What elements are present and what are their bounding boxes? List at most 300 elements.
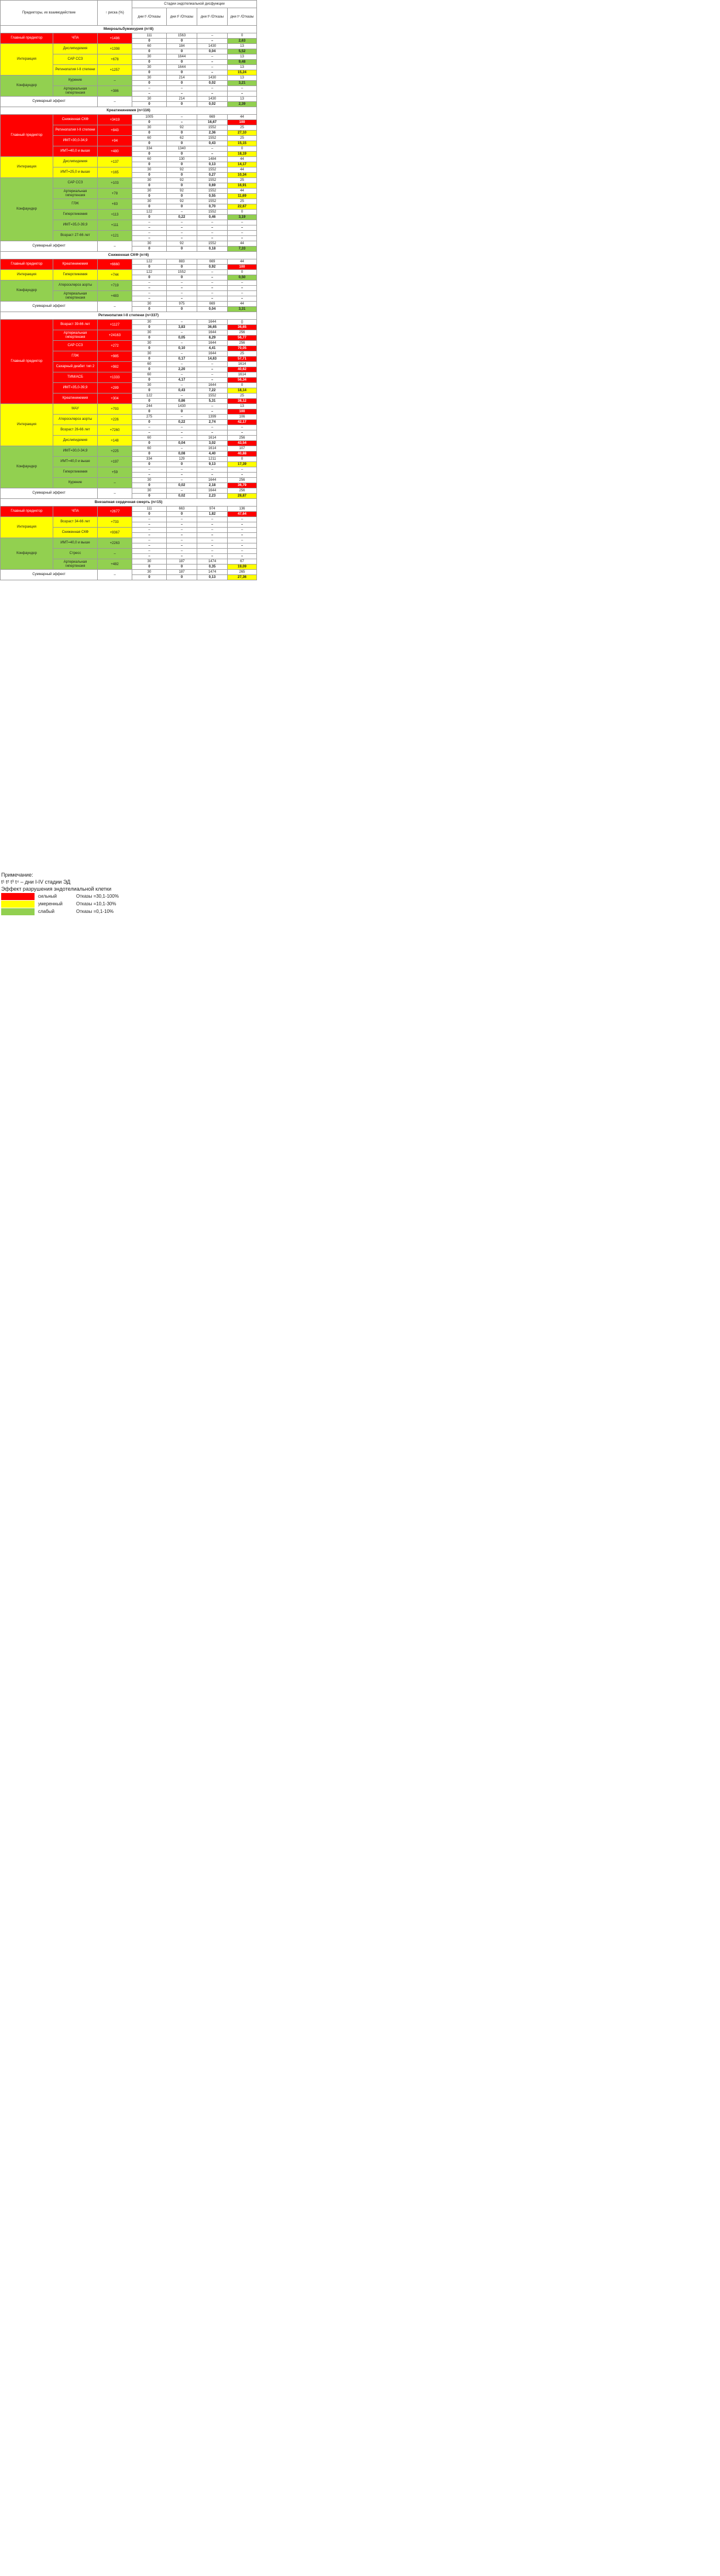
stage-failure-cell: 0 <box>167 81 197 86</box>
predictor-name: Возраст 27-66 лет <box>53 231 98 241</box>
stage-failure-cell: 3,83 <box>167 325 197 330</box>
failure-percent-cell: 3,19 <box>228 215 257 220</box>
risk-value: +1398 <box>98 44 132 54</box>
header-stages-title: Стадии эндотелиальной дисфункции <box>132 1 256 8</box>
stage-days-cell: 256 <box>228 488 257 494</box>
predictor-name: САР ССЗ <box>53 178 98 189</box>
predictor-name: Курение <box>53 478 98 488</box>
predictor-name: Сниженная СКФ <box>53 528 98 538</box>
group-name: Главный предиктор <box>1 507 53 517</box>
stage-failure-cell: – <box>197 275 228 280</box>
stage-days-cell: – <box>167 351 197 357</box>
stage-days-cell: 30 <box>132 54 167 60</box>
predictor-name: ТИМ/АСБ <box>53 372 98 383</box>
stage-days-cell: 92 <box>167 189 197 194</box>
stage-days-cell: – <box>167 436 197 441</box>
stage-failure-cell: 0,55 <box>197 194 228 199</box>
stage-failure-cell: 0 <box>132 575 167 580</box>
stage-failure-cell: 0 <box>132 60 167 65</box>
stage-days-cell: 30 <box>132 125 167 131</box>
stage-days-cell: 44 <box>228 167 257 173</box>
stage-days-cell: 0 <box>228 383 257 388</box>
stage-failure-cell: – <box>132 286 167 291</box>
summary-effect-label: Суммарный эффект <box>1 488 98 499</box>
notes-title: Примечание: <box>1 872 33 878</box>
stage-days-cell: 30 <box>132 97 167 102</box>
table-row <box>1 115 257 120</box>
stage-days-cell: 1211 <box>197 457 228 462</box>
stage-days-cell: 13 <box>228 65 257 70</box>
table-row <box>1 488 257 494</box>
stage-failure-cell: 0 <box>167 152 197 157</box>
failure-percent-cell: 100 <box>228 409 257 415</box>
stage-failure-cell: 0 <box>167 575 197 580</box>
predictor-name: Креатининемия <box>53 394 98 404</box>
stage-failure-cell: 0 <box>132 399 167 404</box>
table-header-row <box>1 1 257 26</box>
risk-value: – <box>98 241 132 252</box>
stage-days-cell: 30 <box>132 167 167 173</box>
risk-value: +733 <box>98 517 132 528</box>
summary-effect-label: Суммарный эффект <box>1 97 98 107</box>
risk-value: +7260 <box>98 425 132 436</box>
stage-days-cell: 1552 <box>197 189 228 194</box>
stage-days-cell: 30 <box>132 189 167 194</box>
predictor-name: ИМТ=25,0 и выше <box>53 167 98 178</box>
stage-days-cell: 92 <box>167 178 197 183</box>
stage-failure-cell: – <box>167 91 197 97</box>
stage-days-cell: 1552 <box>167 270 197 275</box>
stage-failure-cell: 0 <box>132 483 167 488</box>
stage-failure-cell: 0 <box>167 183 197 189</box>
stage-days-cell: 0 <box>228 457 257 462</box>
failure-percent-cell: 0,50 <box>228 275 257 280</box>
predictor-name: ИМТ=30,0-34,9 <box>53 446 98 457</box>
stage-days-cell: – <box>197 65 228 70</box>
stage-failure-cell: – <box>197 39 228 44</box>
table-row <box>1 538 257 543</box>
stage-failure-cell: – <box>167 236 197 241</box>
stage-days-cell: 13 <box>228 404 257 409</box>
stage-failure-cell: – <box>197 296 228 302</box>
risk-value: +83 <box>98 199 132 210</box>
stage-days-cell: 111 <box>132 33 167 39</box>
stage-days-cell: – <box>197 291 228 296</box>
stage-days-cell: – <box>197 280 228 286</box>
failure-percent-cell: 57,71 <box>228 357 257 362</box>
legend-weak-swatch <box>1 908 35 915</box>
stage-failure-cell: 0,22 <box>167 215 197 220</box>
stage-failure-cell: 1,82 <box>197 512 228 517</box>
stage-failure-cell: – <box>197 236 228 241</box>
failure-percent-cell: 7,33 <box>228 247 257 252</box>
stage-failure-cell: 0,46 <box>197 215 228 220</box>
risk-value: +982 <box>98 362 132 372</box>
section-title-row <box>1 312 257 320</box>
stage-failure-cell: 2,20 <box>167 367 197 372</box>
stage-days-cell: 92 <box>167 167 197 173</box>
failure-percent-cell: 36,79 <box>228 483 257 488</box>
failure-percent-cell: – <box>228 543 257 549</box>
stage-failure-cell: 0 <box>167 512 197 517</box>
stage-days-cell: 1430 <box>197 76 228 81</box>
stage-days-cell: 883 <box>167 259 197 265</box>
stage-days-cell: 265 <box>228 570 257 575</box>
notes-block <box>1 871 256 915</box>
predictor-name: Стресс <box>53 549 98 559</box>
predictor-name: ИМТ=40,0 и выше <box>53 538 98 549</box>
stage-failure-cell: 0,35 <box>197 565 228 570</box>
table-row <box>1 178 257 183</box>
predictor-name: Креатининемия <box>53 259 98 270</box>
stage-days-cell: 1644 <box>197 341 228 346</box>
stage-days-cell: 60 <box>132 446 167 451</box>
stage-days-cell: 974 <box>197 507 228 512</box>
summary-effect-label: Суммарный эффект <box>1 302 98 312</box>
failure-percent-cell: 42,17 <box>228 420 257 425</box>
predictor-name: ИМТ=35,0-39,9 <box>53 383 98 394</box>
legend-strong-swatch <box>1 893 35 900</box>
risk-value: +111 <box>98 220 132 231</box>
failure-percent-cell: 16,91 <box>228 183 257 189</box>
stage-days-cell: 44 <box>228 157 257 162</box>
stage-failure-cell: 0 <box>167 247 197 252</box>
risk-value: +1127 <box>98 320 132 330</box>
stage-days-cell: 60 <box>132 44 167 49</box>
stage-failure-cell: – <box>197 533 228 538</box>
stage-days-cell: 334 <box>132 146 167 152</box>
stage-days-cell: 129 <box>167 457 197 462</box>
stage-days-cell: – <box>167 528 197 533</box>
stage-days-cell: 1552 <box>197 136 228 141</box>
stage-days-cell: – <box>228 467 257 473</box>
stage-days-cell: 60 <box>132 436 167 441</box>
predictor-name: Ретинопатия I-II степени <box>53 125 98 136</box>
predictor-name: САР ССЗ <box>53 54 98 65</box>
stage-failure-cell: – <box>197 430 228 436</box>
stage-failure-cell: 0 <box>132 462 167 467</box>
group-name: Главный предиктор <box>1 320 53 404</box>
stage-days-cell: – <box>197 372 228 378</box>
stage-days-cell: – <box>167 394 197 399</box>
stage-failure-cell: – <box>197 91 228 97</box>
stage-days-cell: 30 <box>132 351 167 357</box>
stage-failure-cell: – <box>132 236 167 241</box>
stage-days-cell: – <box>228 528 257 533</box>
failure-percent-cell: 15,24 <box>228 70 257 76</box>
stage-failure-cell: – <box>132 473 167 478</box>
stage-failure-cell: – <box>197 286 228 291</box>
stage-failure-cell: 0 <box>132 409 167 415</box>
failure-percent-cell: 10,34 <box>228 173 257 178</box>
stage-failure-cell: – <box>197 543 228 549</box>
stage-days-cell: – <box>132 86 167 91</box>
failure-percent-cell: 27,10 <box>228 131 257 136</box>
stage-days-cell: 1552 <box>197 167 228 173</box>
failure-percent-cell: 47,64 <box>228 512 257 517</box>
stage-days-cell: 1614 <box>228 372 257 378</box>
stage-failure-cell: 16,67 <box>197 120 228 125</box>
stage-days-cell: 214 <box>167 97 197 102</box>
failure-percent-cell: 19,09 <box>228 565 257 570</box>
stage-failure-cell: 0,02 <box>197 81 228 86</box>
stage-days-cell: 1430 <box>167 404 197 409</box>
predictor-name: Ретинопатия I-II степени <box>53 65 98 76</box>
table-row <box>1 446 257 451</box>
stage-days-cell: 1552 <box>197 199 228 204</box>
risk-value: +1257 <box>98 65 132 76</box>
risk-value: +386 <box>98 86 132 97</box>
section-title: Ретинопатия I-II степени (n=337) <box>1 312 257 320</box>
failure-percent-cell: 11,69 <box>228 194 257 199</box>
stage-failure-cell: 0 <box>132 565 167 570</box>
predictor-name: Возраст 26-66 лет <box>53 425 98 436</box>
stage-failure-cell: 0,04 <box>197 307 228 312</box>
section-title-row <box>1 107 257 115</box>
stage-days-cell: 13 <box>228 44 257 49</box>
stage-failure-cell: – <box>197 60 228 65</box>
stage-failure-cell: 0 <box>167 307 197 312</box>
stage-days-cell: – <box>132 528 167 533</box>
stage-days-cell: 0 <box>228 270 257 275</box>
stage-failure-cell: – <box>167 554 197 559</box>
stage-failure-cell: – <box>197 554 228 559</box>
stage-days-cell: 60 <box>132 136 167 141</box>
stage-days-cell: – <box>167 115 197 120</box>
failure-percent-cell: 14,17 <box>228 162 257 167</box>
predictor-name: Сниженная СКФ <box>53 115 98 125</box>
predictor-name: ИМТ=40,0 и выше <box>53 146 98 157</box>
stage-days-cell: 669 <box>197 259 228 265</box>
risk-value: +9367 <box>98 528 132 538</box>
stage-days-cell: – <box>132 425 167 430</box>
stage-days-cell: 122 <box>132 394 167 399</box>
stage-days-cell: – <box>167 488 197 494</box>
header-stages <box>132 1 257 26</box>
stage-failure-cell: 0 <box>132 131 167 136</box>
risk-value: +148 <box>98 436 132 446</box>
failure-percent-cell: – <box>228 225 257 231</box>
failure-percent-cell: 22,67 <box>228 204 257 210</box>
failure-percent-cell: 28,87 <box>228 494 257 499</box>
group-name: Интеракция <box>1 517 53 538</box>
stage-days-cell: 30 <box>132 488 167 494</box>
predictor-name: МАУ <box>53 404 98 415</box>
stage-days-cell: – <box>197 467 228 473</box>
stage-failure-cell: 0 <box>167 275 197 280</box>
risk-value: +197 <box>98 457 132 467</box>
header-stage-3: дни t³ /Отказы <box>197 8 228 25</box>
stage-days-cell: – <box>228 231 257 236</box>
risk-value: +289 <box>98 383 132 394</box>
stage-failure-cell: 0 <box>167 204 197 210</box>
failure-percent-cell: 100 <box>228 265 257 270</box>
stage-failure-cell: – <box>132 91 167 97</box>
group-name: Конфаундер <box>1 538 53 570</box>
stage-days-cell: 187 <box>167 570 197 575</box>
stage-failure-cell: 0 <box>167 49 197 54</box>
predictor-name: Сахарный диабет тип 2 <box>53 362 98 372</box>
table-row <box>1 404 257 409</box>
stage-failure-cell: 0,08 <box>167 451 197 457</box>
failure-percent-cell: 3,31 <box>228 307 257 312</box>
stage-days-cell: 334 <box>132 457 167 462</box>
stage-failure-cell: – <box>197 409 228 415</box>
stage-days-cell: 30 <box>132 383 167 388</box>
stage-days-cell: 1614 <box>197 446 228 451</box>
stage-failure-cell: 0,04 <box>167 441 197 446</box>
stage-days-cell: – <box>197 362 228 367</box>
stage-days-cell: – <box>197 231 228 236</box>
failure-percent-cell: 9,48 <box>228 60 257 65</box>
risk-value: – <box>98 97 132 107</box>
risk-value: +2263 <box>98 538 132 549</box>
stage-failure-cell: 0 <box>167 173 197 178</box>
risk-value: – <box>98 488 132 499</box>
stage-days-cell: 44 <box>228 241 257 247</box>
stage-failure-cell: 4,41 <box>197 346 228 351</box>
stage-failure-cell: 0 <box>132 194 167 199</box>
stage-failure-cell: 0 <box>167 162 197 167</box>
legend-moderate <box>1 900 256 908</box>
stage-days-cell: 30 <box>132 241 167 247</box>
failure-percent-cell: – <box>228 554 257 559</box>
section-title: Креатининемия (n=116) <box>1 107 257 115</box>
failure-percent-cell: 18,14 <box>228 388 257 394</box>
risk-value: +480 <box>98 146 132 157</box>
failure-percent-cell: 43,54 <box>228 441 257 446</box>
predictor-name: ИМТ=30,0-34,9 <box>53 136 98 146</box>
stage-failure-cell: – <box>132 225 167 231</box>
predictor-name: Артериальная гипертензия <box>53 86 98 97</box>
stage-days-cell: 1552 <box>197 241 228 247</box>
stage-days-cell: 1644 <box>197 320 228 325</box>
stage-failure-cell: 0 <box>132 265 167 270</box>
table-row <box>1 241 257 247</box>
failure-percent-cell: – <box>228 533 257 538</box>
table-row <box>1 570 257 575</box>
failure-percent-cell: 2,63 <box>228 39 257 44</box>
risk-value: +719 <box>98 280 132 291</box>
stage-failure-cell: 0 <box>132 204 167 210</box>
risk-value: – <box>98 570 132 580</box>
stage-failure-cell: 0 <box>167 131 197 136</box>
failure-percent-cell: 38,12 <box>228 399 257 404</box>
risk-value: – <box>98 478 132 488</box>
stage-days-cell: – <box>197 404 228 409</box>
stage-failure-cell: 4,17 <box>167 378 197 383</box>
table-row <box>1 76 257 81</box>
stage-failure-cell: – <box>197 473 228 478</box>
risk-value: +94 <box>98 136 132 146</box>
predictor-name: ЧПА <box>53 33 98 44</box>
stage-failure-cell: 5,31 <box>197 399 228 404</box>
notes-effect-title: Эффект разрушения эндотелиальной клетки <box>1 886 112 892</box>
stage-days-cell: – <box>197 220 228 225</box>
legend-moderate-swatch <box>1 901 35 908</box>
stage-days-cell: 1644 <box>197 488 228 494</box>
stage-days-cell: – <box>167 425 197 430</box>
table-row <box>1 157 257 162</box>
stage-days-cell: 0 <box>228 210 257 215</box>
failure-percent-cell: 2,39 <box>228 102 257 107</box>
stage-days-cell: – <box>132 549 167 554</box>
predictor-name: Атеросклероз аорты <box>53 415 98 425</box>
stage-failure-cell: 0 <box>132 247 167 252</box>
stage-days-cell: 30 <box>132 178 167 183</box>
stage-failure-cell: 0 <box>167 265 197 270</box>
stage-days-cell: – <box>167 86 197 91</box>
failure-percent-cell: 15,15 <box>228 141 257 146</box>
stage-failure-cell: 0 <box>132 325 167 330</box>
stage-days-cell: – <box>132 280 167 286</box>
stage-failure-cell: 0,02 <box>197 102 228 107</box>
stage-failure-cell: 0 <box>167 60 197 65</box>
stage-failure-cell: – <box>197 225 228 231</box>
stage-failure-cell: – <box>167 522 197 528</box>
stage-failure-cell: – <box>167 120 197 125</box>
risk-value: +225 <box>98 446 132 457</box>
stage-days-cell: – <box>197 549 228 554</box>
stage-days-cell: 1430 <box>197 44 228 49</box>
failure-percent-cell: 3,21 <box>228 81 257 86</box>
table-row <box>1 97 257 102</box>
stage-failure-cell: 2,36 <box>197 131 228 136</box>
stage-days-cell: 30 <box>132 570 167 575</box>
failure-percent-cell: – <box>228 236 257 241</box>
group-name: Главный предиктор <box>1 33 53 44</box>
stage-days-cell: – <box>228 291 257 296</box>
header-stage-4: дни t⁴ /Отказы <box>230 15 254 19</box>
stage-days-cell: 122 <box>132 210 167 215</box>
failure-percent-cell: – <box>228 430 257 436</box>
failure-percent-cell: – <box>228 473 257 478</box>
stage-failure-cell: – <box>132 533 167 538</box>
stage-failure-cell: 8,29 <box>197 336 228 341</box>
stage-failure-cell: 0 <box>132 70 167 76</box>
stage-failure-cell: – <box>167 296 197 302</box>
stage-failure-cell: 0 <box>132 307 167 312</box>
stage-failure-cell: – <box>132 554 167 559</box>
predictor-name: Артериальная гипертензия <box>53 330 98 341</box>
stage-failure-cell: 0 <box>132 451 167 457</box>
stage-days-cell: 663 <box>167 507 197 512</box>
stage-failure-cell: 0 <box>132 162 167 167</box>
header-predictors: Предикторы, их взаимодействие <box>1 1 98 26</box>
stage-days-cell: 60 <box>132 157 167 162</box>
stage-days-cell: – <box>132 220 167 225</box>
section-title-row <box>1 252 257 259</box>
table-row <box>1 33 257 39</box>
stage-days-cell: 30 <box>132 320 167 325</box>
stage-failure-cell: 0 <box>132 81 167 86</box>
stage-failure-cell: 0 <box>132 275 167 280</box>
failure-percent-cell: 40,88 <box>228 451 257 457</box>
failure-percent-cell: 27,36 <box>228 575 257 580</box>
section-title-row <box>1 499 257 507</box>
stage-days-cell: 111 <box>132 507 167 512</box>
legend-moderate-label: умеренный <box>38 901 63 906</box>
legend-moderate-range: Отказы =10,1-30% <box>76 901 116 906</box>
stage-failure-cell: – <box>132 522 167 528</box>
stage-days-cell: – <box>167 467 197 473</box>
legend-strong <box>1 892 256 900</box>
predictor-name: ИМТ=40,0 и выше <box>53 457 98 467</box>
risk-value: +3419 <box>98 115 132 125</box>
predictor-name: Гипергликемия <box>53 210 98 220</box>
stage-failure-cell: 0,18 <box>197 247 228 252</box>
stage-failure-cell: – <box>132 543 167 549</box>
